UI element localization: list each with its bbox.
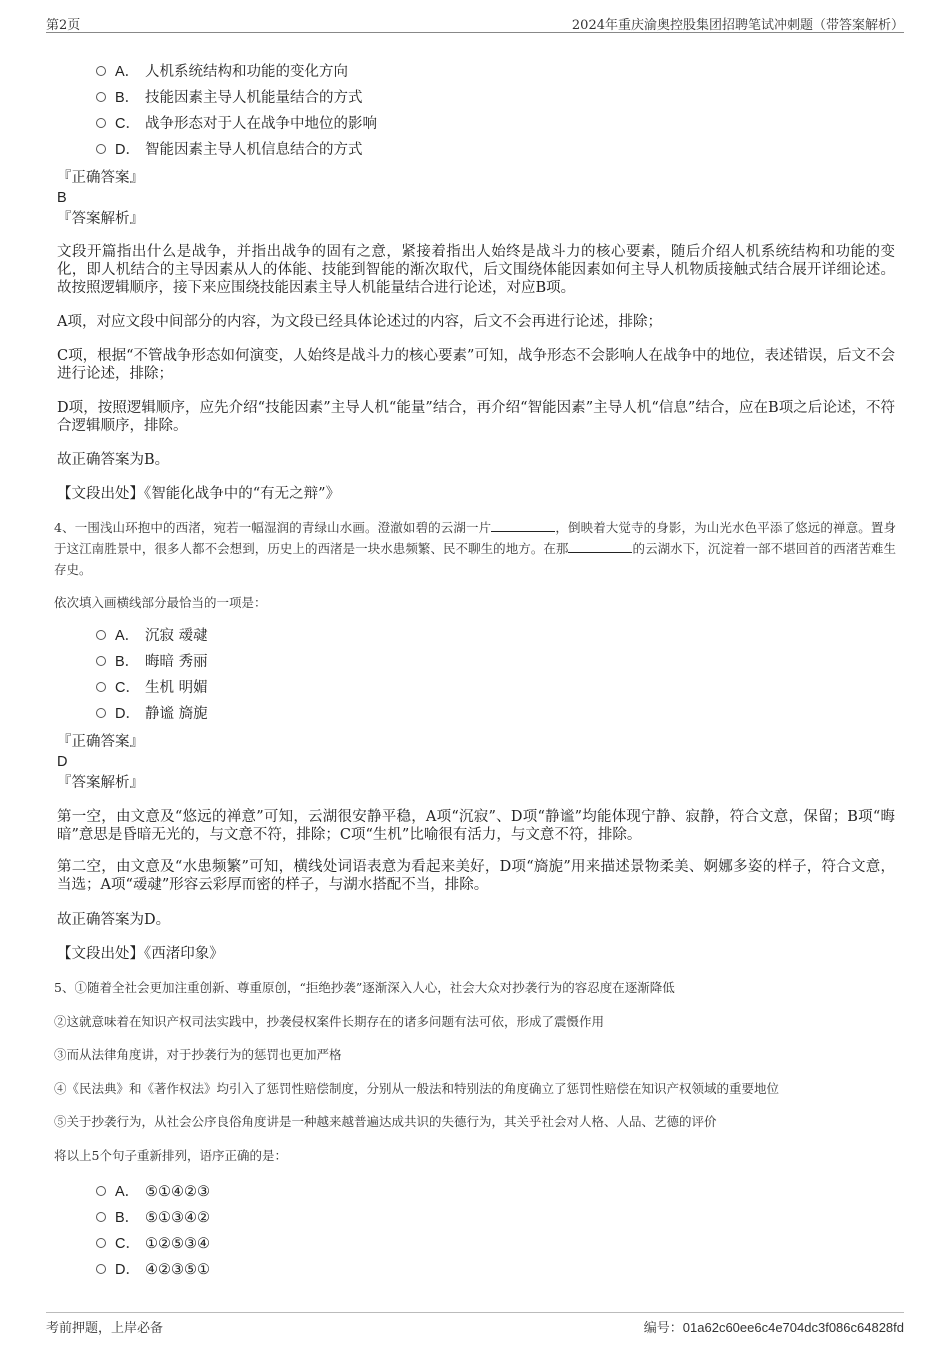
q3-analysis-paragraph: D项，按照逻辑顺序，应先介绍“技能因素”主导人机“能量”结合，再介绍“智能因素”主导人机“信息”结合，应在B项之后论述，不符合逻辑顺序，排除。: [57, 400, 895, 434]
q4-analysis-label: 『答案解析』: [57, 775, 144, 791]
q3-option-c[interactable]: C． 战争形态对于人在战争中地位的影响: [96, 114, 377, 134]
radio-icon[interactable]: [96, 1186, 106, 1196]
radio-icon[interactable]: [96, 682, 106, 692]
q4-conclusion: 故正确答案为D。: [57, 912, 171, 928]
page-number: 第2页: [46, 18, 81, 33]
q4-option-b[interactable]: B． 晦暗 秀丽: [96, 652, 208, 672]
q5-option-a[interactable]: A． ⑤①④②③: [96, 1182, 210, 1202]
fill-blank: [491, 519, 555, 532]
q3-option-b[interactable]: B． 技能因素主导人机能量结合的方式: [96, 88, 363, 108]
q3-source: 【文段出处】《智能化战争中的“有无之辩”》: [57, 486, 341, 502]
radio-icon[interactable]: [96, 66, 106, 76]
document-title: 2024年重庆渝奥控股集团招聘笔试冲刺题（带答案解析）: [571, 18, 904, 33]
radio-icon[interactable]: [96, 92, 106, 102]
q4-source: 【文段出处】《西渚印象》: [57, 946, 224, 962]
radio-icon[interactable]: [96, 1212, 106, 1222]
q5-prompt: 将以上5个句子重新排列，语序正确的是：: [54, 1148, 287, 1163]
q3-analysis-paragraph: C项，根据“不管战争形态如何演变，人始终是战斗力的核心要素”可知，战争形态不会影响人在战争中的地位，表述错误，后文不会进行论述，排除；: [57, 348, 895, 382]
q3-option-d[interactable]: D． 智能因素主导人机信息结合的方式: [96, 140, 363, 160]
q3-analysis-label: 『答案解析』: [57, 211, 144, 227]
footer-slogan: 考前押题，上岸必备: [46, 1321, 164, 1336]
q4-stem: 4、一围浅山环抱中的西渚，宛若一幅湿润的青绿山水画。澄澈如碧的云湖一片 ，倒映着大觉寺的身影，为山光水色平添了悠远的禅意。置身于这江南胜景中，很多人都不会想到，历史上的西渚是一块水患频繁、民不聊生的地方。在那 的云湖水下，沉淀着一部不堪回首的西渚苦难生存史。: [54, 520, 896, 577]
radio-icon[interactable]: [96, 708, 106, 718]
q5-sentence: ②这就意味着在知识产权司法实践中，抄袭侵权案件长期存在的诸多问题有法可依，形成了震慑作用: [54, 1014, 605, 1029]
q4-option-d[interactable]: D． 静谧 旖旎: [96, 704, 208, 724]
q3-answer-label: 『正确答案』: [57, 170, 144, 186]
q5-sentence: ③而从法律角度讲，对于抄袭行为的惩罚也更加严格: [54, 1047, 342, 1062]
q3-option-a[interactable]: A． 人机系统结构和功能的变化方向: [96, 62, 348, 82]
q5-sentence: ⑤关于抄袭行为，从社会公序良俗角度讲是一种越来越普遍达成共识的失德行为，其关乎社会对人格、人品、艺德的评价: [54, 1114, 717, 1129]
q5-sentence: 5、①随着全社会更加注重创新、尊重原创，“拒绝抄袭”逐渐深入人心，社会大众对抄袭行为的容忍度在逐渐降低: [54, 980, 675, 995]
radio-icon[interactable]: [96, 144, 106, 154]
page-header: [46, 14, 904, 33]
q5-option-c[interactable]: C． ①②⑤③④: [96, 1234, 210, 1254]
q3-analysis-paragraph: 文段开篇指出什么是战争，并指出战争的固有之意，紧接着指出人始终是战斗力的核心要素，随后介绍人机系统结构和功能的变化，即人机结合的主导因素从人的体能、技能到智能的渐次取代，后文围绕体能因素如何主导人机物质接触式结合展开详细论述。故按照逻辑顺序，接下来应围绕技能因素主导人机能量结合进行论述，对应B项。: [57, 244, 895, 296]
q5-option-d[interactable]: D． ④②③⑤①: [96, 1260, 210, 1280]
radio-icon[interactable]: [96, 1238, 106, 1248]
radio-icon[interactable]: [96, 1264, 106, 1274]
q4-option-c[interactable]: C． 生机 明媚: [96, 678, 208, 698]
q3-analysis-paragraph: A项，对应文段中间部分的内容，为文段已经具体论述过的内容，后文不会再进行论述，排除；: [57, 314, 662, 330]
radio-icon[interactable]: [96, 118, 106, 128]
q4-analysis-paragraph: 第一空，由文意及“悠远的禅意”可知，云湖很安静平稳，A项“沉寂”、D项“静谧”均能体现宁静、寂静，符合文意，保留；B项“晦暗”意思是昏暗无光的，与文意不符，排除；C项“生机”比喻很有活力，与文意不符，排除。: [57, 809, 895, 843]
fill-blank: [568, 540, 632, 553]
q4-analysis-paragraph: 第二空，由文意及“水患频繁”可知，横线处词语表意为看起来美好，D项“旖旎”用来描述景物柔美、婀娜多姿的样子，符合文意，当选；A项“叆叇”形容云彩厚而密的样子，与湖水搭配不当，排除。: [57, 859, 895, 893]
q5-sentence: ④《民法典》和《著作权法》均引入了惩罚性赔偿制度，分别从一般法和特别法的角度确立了惩罚性赔偿在知识产权领域的重要地位: [54, 1081, 780, 1096]
document-code: 编号：01a62c60ee6c4e704dc3f086c64828fd: [643, 1320, 904, 1336]
radio-icon[interactable]: [96, 656, 106, 666]
q4-option-a[interactable]: A． 沉寂 叆叇: [96, 626, 208, 646]
radio-icon[interactable]: [96, 630, 106, 640]
q4-prompt: 依次填入画横线部分最恰当的一项是：: [54, 595, 267, 610]
q5-option-b[interactable]: B． ⑤①③④②: [96, 1208, 210, 1228]
q3-answer: B: [57, 190, 67, 206]
page-footer: [46, 1312, 904, 1335]
q3-conclusion: 故正确答案为B。: [57, 452, 170, 468]
q4-answer-label: 『正确答案』: [57, 734, 144, 750]
q4-answer: D: [57, 754, 68, 770]
